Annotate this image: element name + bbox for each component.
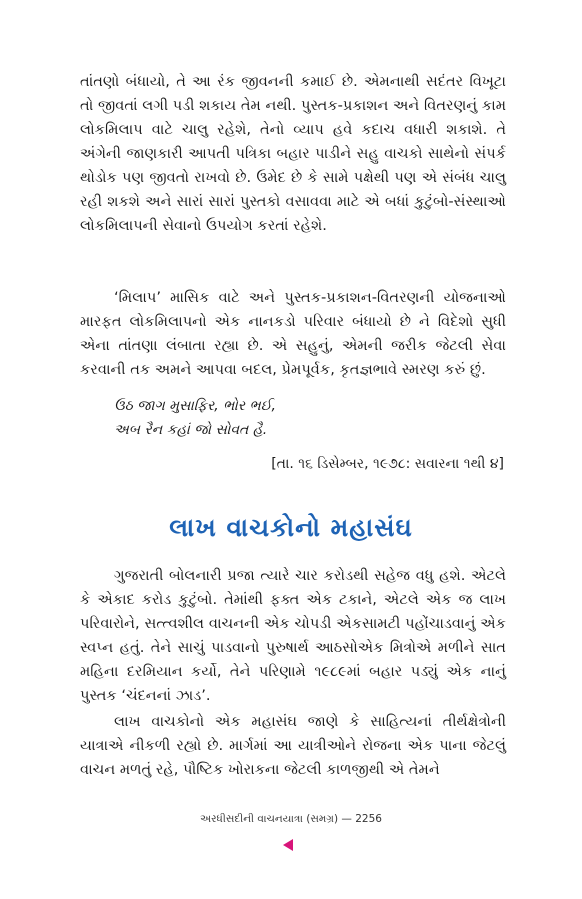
paragraph-1-text: તાંતણો બંધાયો, તે આ રંક જીવનની કમાઈ છે. એમનાથી સદંતર વિખૂટા તો જીવતાં લગી પડી શકાય તેમ નથી. પુસ્તક-પ્રકાશન અને વિતરણનું કામ લોકમિલાપ વાટે ચાલુ રહેશે, તેનો વ્યાપ હવે કદાચ વધારી શકાશે. તે અંગેની જાણકારી આપતી પત્રિકા બહાર પાડીને સહુ વાચકો સાથેનો સંપર્ક થોડોક પણ જીવતો રાખવો છે. ઉમેદ છે કે સામે પક્ષેથી પણ એ સંબંધ ચાલુ રહી શકશે અને સારાં સારાં પુસ્તકો વસાવવા માટે એ બધાં કુટુંબો-સંસ્થાઓ લોકમિલાપની સેવાનો ઉપયોગ કરતાં રહેશે. — [80, 73, 506, 234]
paragraph — [80, 564, 506, 708]
poem-line-1: ઉઠ જાગ મુસાફિર, ભોર ભઈ, — [114, 398, 276, 414]
date-signature: [તા. ૧૬ ડિસેમ્બર, ૧૯૭૮: સવારના ૧થી ૪] — [271, 456, 504, 472]
paragraph-3-text: ગુજરાતી બોલનારી પ્રજા ત્યારે ચાર કરોડથી સહેજ વધુ હશે. એટલે કે એકાદ કરોડ કુટુંબો. તેમાંથી ફક્ત એક ટકાને, એટલે એક જ લાખ પરિવારોને, સત્ત્વશીલ વાચનની એક ચોપડી એકસામટી પહોંચાડવાનું એક સ્વપ્ન હતું. તેને સાચું પાડવાનો પુરુષાર્થ આઠસોએક મિત્રોએ મળીને સાત મહિના દરમિયાન કર્યો, તેને પરિણામે ૧૯૮૯માં બહાર પડ્યું એક નાનું પુસ્તક ‘ચંદનનાં ઝાડ’. — [80, 567, 506, 704]
paragraph — [80, 710, 506, 782]
poem-line-2: અબ રૈન કહાં જો સોવત હૈ. — [114, 422, 268, 438]
page-footer: અરધીસદીની વાચનયાત્રા (સમગ્ર) — 2256 — [200, 813, 382, 825]
paragraph — [80, 70, 506, 238]
previous-page-icon[interactable] — [283, 839, 293, 851]
section-heading: લાખ વાચકોનો મહાસંઘ — [169, 513, 413, 542]
poem-quote — [114, 394, 474, 442]
paragraph — [80, 286, 506, 382]
paragraph-2-text: ‘મિલાપ’ માસિક વાટે અને પુસ્તક-પ્રકાશન-વિતરણની યોજનાઓ મારફત લોકમિલાપનો એક નાનકડો પરિવાર બંધાયો છે ને વિદેશો સુધી એના તાંતણા લંબાતા રહ્યા છે. એ સહુનું, એમની જરીક જેટલી સેવા કરવાની તક અમને આપવા બદલ, પ્રેમપૂર્વક, કૃતજ્ઞભાવે સ્મરણ કરું છું. — [80, 289, 506, 378]
paragraph-4-text: લાખ વાચકોનો એક મહાસંઘ જાણે કે સાહિત્યનાં તીર્થક્ષેત્રોની યાત્રાએ નીકળી રહ્યો છે. માર્ગમાં આ યાત્રીઓને રોજના એક પાના જેટલું વાચન મળતું રહે, પૌષ્ટિક ખોરાકના જેટલી કાળજીથી એ તેમને — [80, 713, 506, 778]
